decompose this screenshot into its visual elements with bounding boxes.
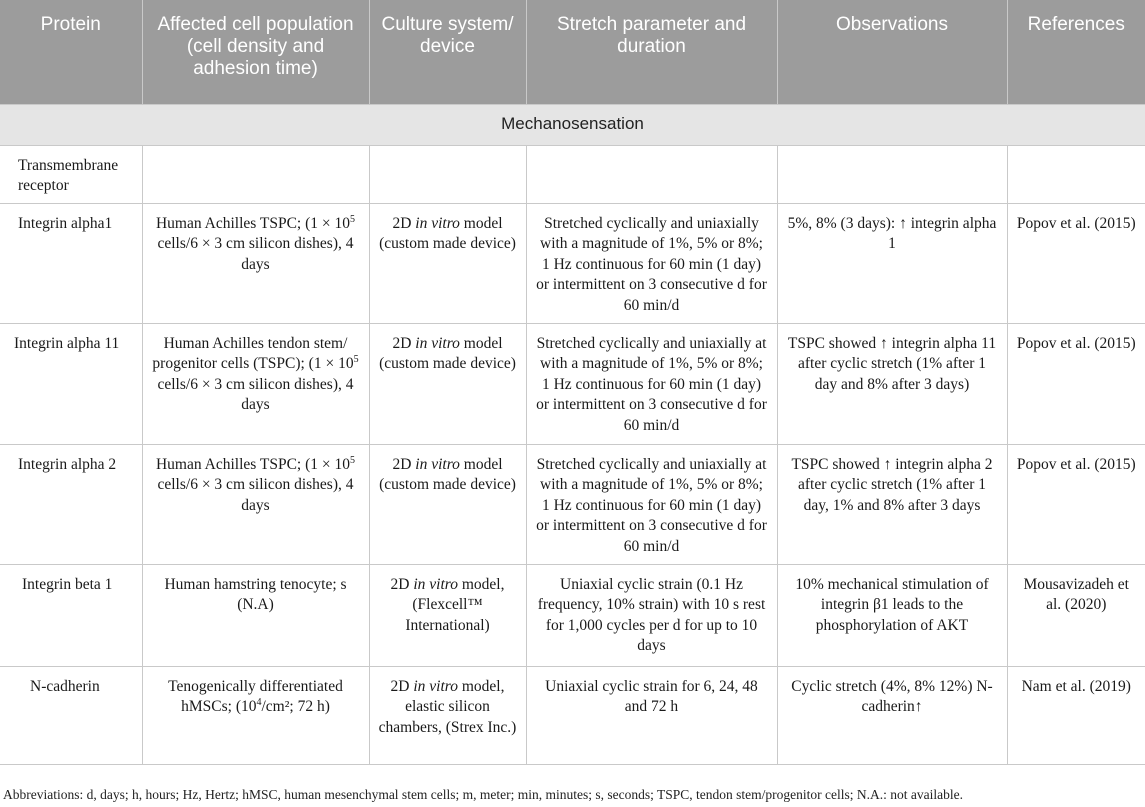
- cell-observations: TSPC showed ↑ integrin alpha 2 after cyclic stretch (1% after 1 day, 1% and 8% after 3 days: [777, 444, 1007, 564]
- cell-culture-system: 2D in vitro model (custom made device): [369, 444, 526, 564]
- cell-culture-system: 2D in vitro model, (Flexcell™ International): [369, 564, 526, 666]
- cell-references: Popov et al. (2015): [1007, 444, 1145, 564]
- cell-observations: [777, 145, 1007, 203]
- cell-references: Popov et al. (2015): [1007, 323, 1145, 444]
- cell-culture-system: 2D in vitro model, elastic silicon chambers, (Strex Inc.): [369, 666, 526, 764]
- table-row: [0, 323, 1145, 444]
- cell-affected-cells: Human Achilles TSPC; ($1 \times 10^5$ cells/6 × 3 cm silicon dishes), 4 days: [142, 203, 369, 323]
- cell-protein: Transmembrane receptor: [0, 145, 142, 203]
- cell-stretch: Stretched cyclically and uniaxially with a magnitude of 1%, 5% or 8%; 1 Hz continuous for 60 min (1 day) or intermittent on 3 consecutive d for 60 min/d: [526, 203, 777, 323]
- table-row: [0, 444, 1145, 564]
- cell-references: Nam et al. (2019): [1007, 666, 1145, 764]
- header-row: [0, 0, 1145, 104]
- cell-references: Popov et al. (2015): [1007, 203, 1145, 323]
- table-row: [0, 203, 1145, 323]
- table-footnote: Abbreviations: d, days; h, hours; Hz, Hertz; hMSC, human mesenchymal stem cells; m, meter; min, minutes; s, seconds; TSPC, tendon stem/progenitor cells; N.A.: not available.: [3, 787, 963, 802]
- cell-affected-cells: Human Achilles tendon stem/ progenitor cells (TSPC); ($1 \times 10^5$ cells/6 × 3 cm silicon dishes), 4 days: [142, 323, 369, 444]
- header-stretch-parameter: Stretch parameter and duration: [526, 0, 777, 104]
- cell-affected-cells: Human hamstring tenocyte; s (N.A): [142, 564, 369, 666]
- cell-affected-cells: Human Achilles TSPC; ($1 \times 10^5$ cells/6 × 3 cm silicon dishes), 4 days: [142, 444, 369, 564]
- cell-affected-cells: Tenogenically differentiated hMSCs; ($10^4$/cm²; 72 h): [142, 666, 369, 764]
- cell-stretch: Stretched cyclically and uniaxially at with a magnitude of 1%, 5% or 8%; 1 Hz continuous for 60 min (1 day) or intermittent on 3 consecutive d for 60 min/d: [526, 323, 777, 444]
- cell-observations: 10% mechanical stimulation of integrin β1 leads to the phosphorylation of AKT: [777, 564, 1007, 666]
- cell-stretch: [526, 145, 777, 203]
- section-row: [0, 104, 1145, 145]
- cell-culture-system: 2D in vitro model (custom made device): [369, 323, 526, 444]
- cell-culture-system: 2D in vitro model (custom made device): [369, 203, 526, 323]
- table-row: [0, 145, 1145, 203]
- header-protein: Protein: [0, 0, 142, 104]
- cell-observations: TSPC showed ↑ integrin alpha 11 after cyclic stretch (1% after 1 day and 8% after 3 days): [777, 323, 1007, 444]
- cell-protein: Integrin beta 1: [0, 564, 142, 666]
- table-row: [0, 666, 1145, 764]
- cell-references: Mousavizadeh et al. (2020): [1007, 564, 1145, 666]
- cell-observations: 5%, 8% (3 days): ↑ integrin alpha 1: [777, 203, 1007, 323]
- header-affected-cell-population: Affected cell population (cell density and adhesion time): [142, 0, 369, 104]
- table-row: [0, 564, 1145, 666]
- cell-stretch: Stretched cyclically and uniaxially at with a magnitude of 1%, 5% or 8%; 1 Hz continuous for 60 min (1 day) or intermittent on 3 consecutive d for 60 min/d: [526, 444, 777, 564]
- cell-stretch: Uniaxial cyclic strain for 6, 24, 48 and 72 h: [526, 666, 777, 764]
- cell-culture-system: [369, 145, 526, 203]
- cell-protein: Integrin alpha 11: [0, 323, 142, 444]
- cell-observations: Cyclic stretch (4%, 8% 12%) N-cadherin↑: [777, 666, 1007, 764]
- cell-stretch: Uniaxial cyclic strain (0.1 Hz frequency, 10% strain) with 10 s rest for 1,000 cycles per d for up to 10 days: [526, 564, 777, 666]
- header-references: References: [1007, 0, 1145, 104]
- cell-protein: N-cadherin: [0, 666, 142, 764]
- cell-references: [1007, 145, 1145, 203]
- header-observations: Observations: [777, 0, 1007, 104]
- section-label: Mechanosensation: [0, 104, 1145, 145]
- cell-protein: Integrin alpha1: [0, 203, 142, 323]
- cell-protein: Integrin alpha 2: [0, 444, 142, 564]
- header-culture-system: Culture system/ device: [369, 0, 526, 104]
- cell-affected-cells: [142, 145, 369, 203]
